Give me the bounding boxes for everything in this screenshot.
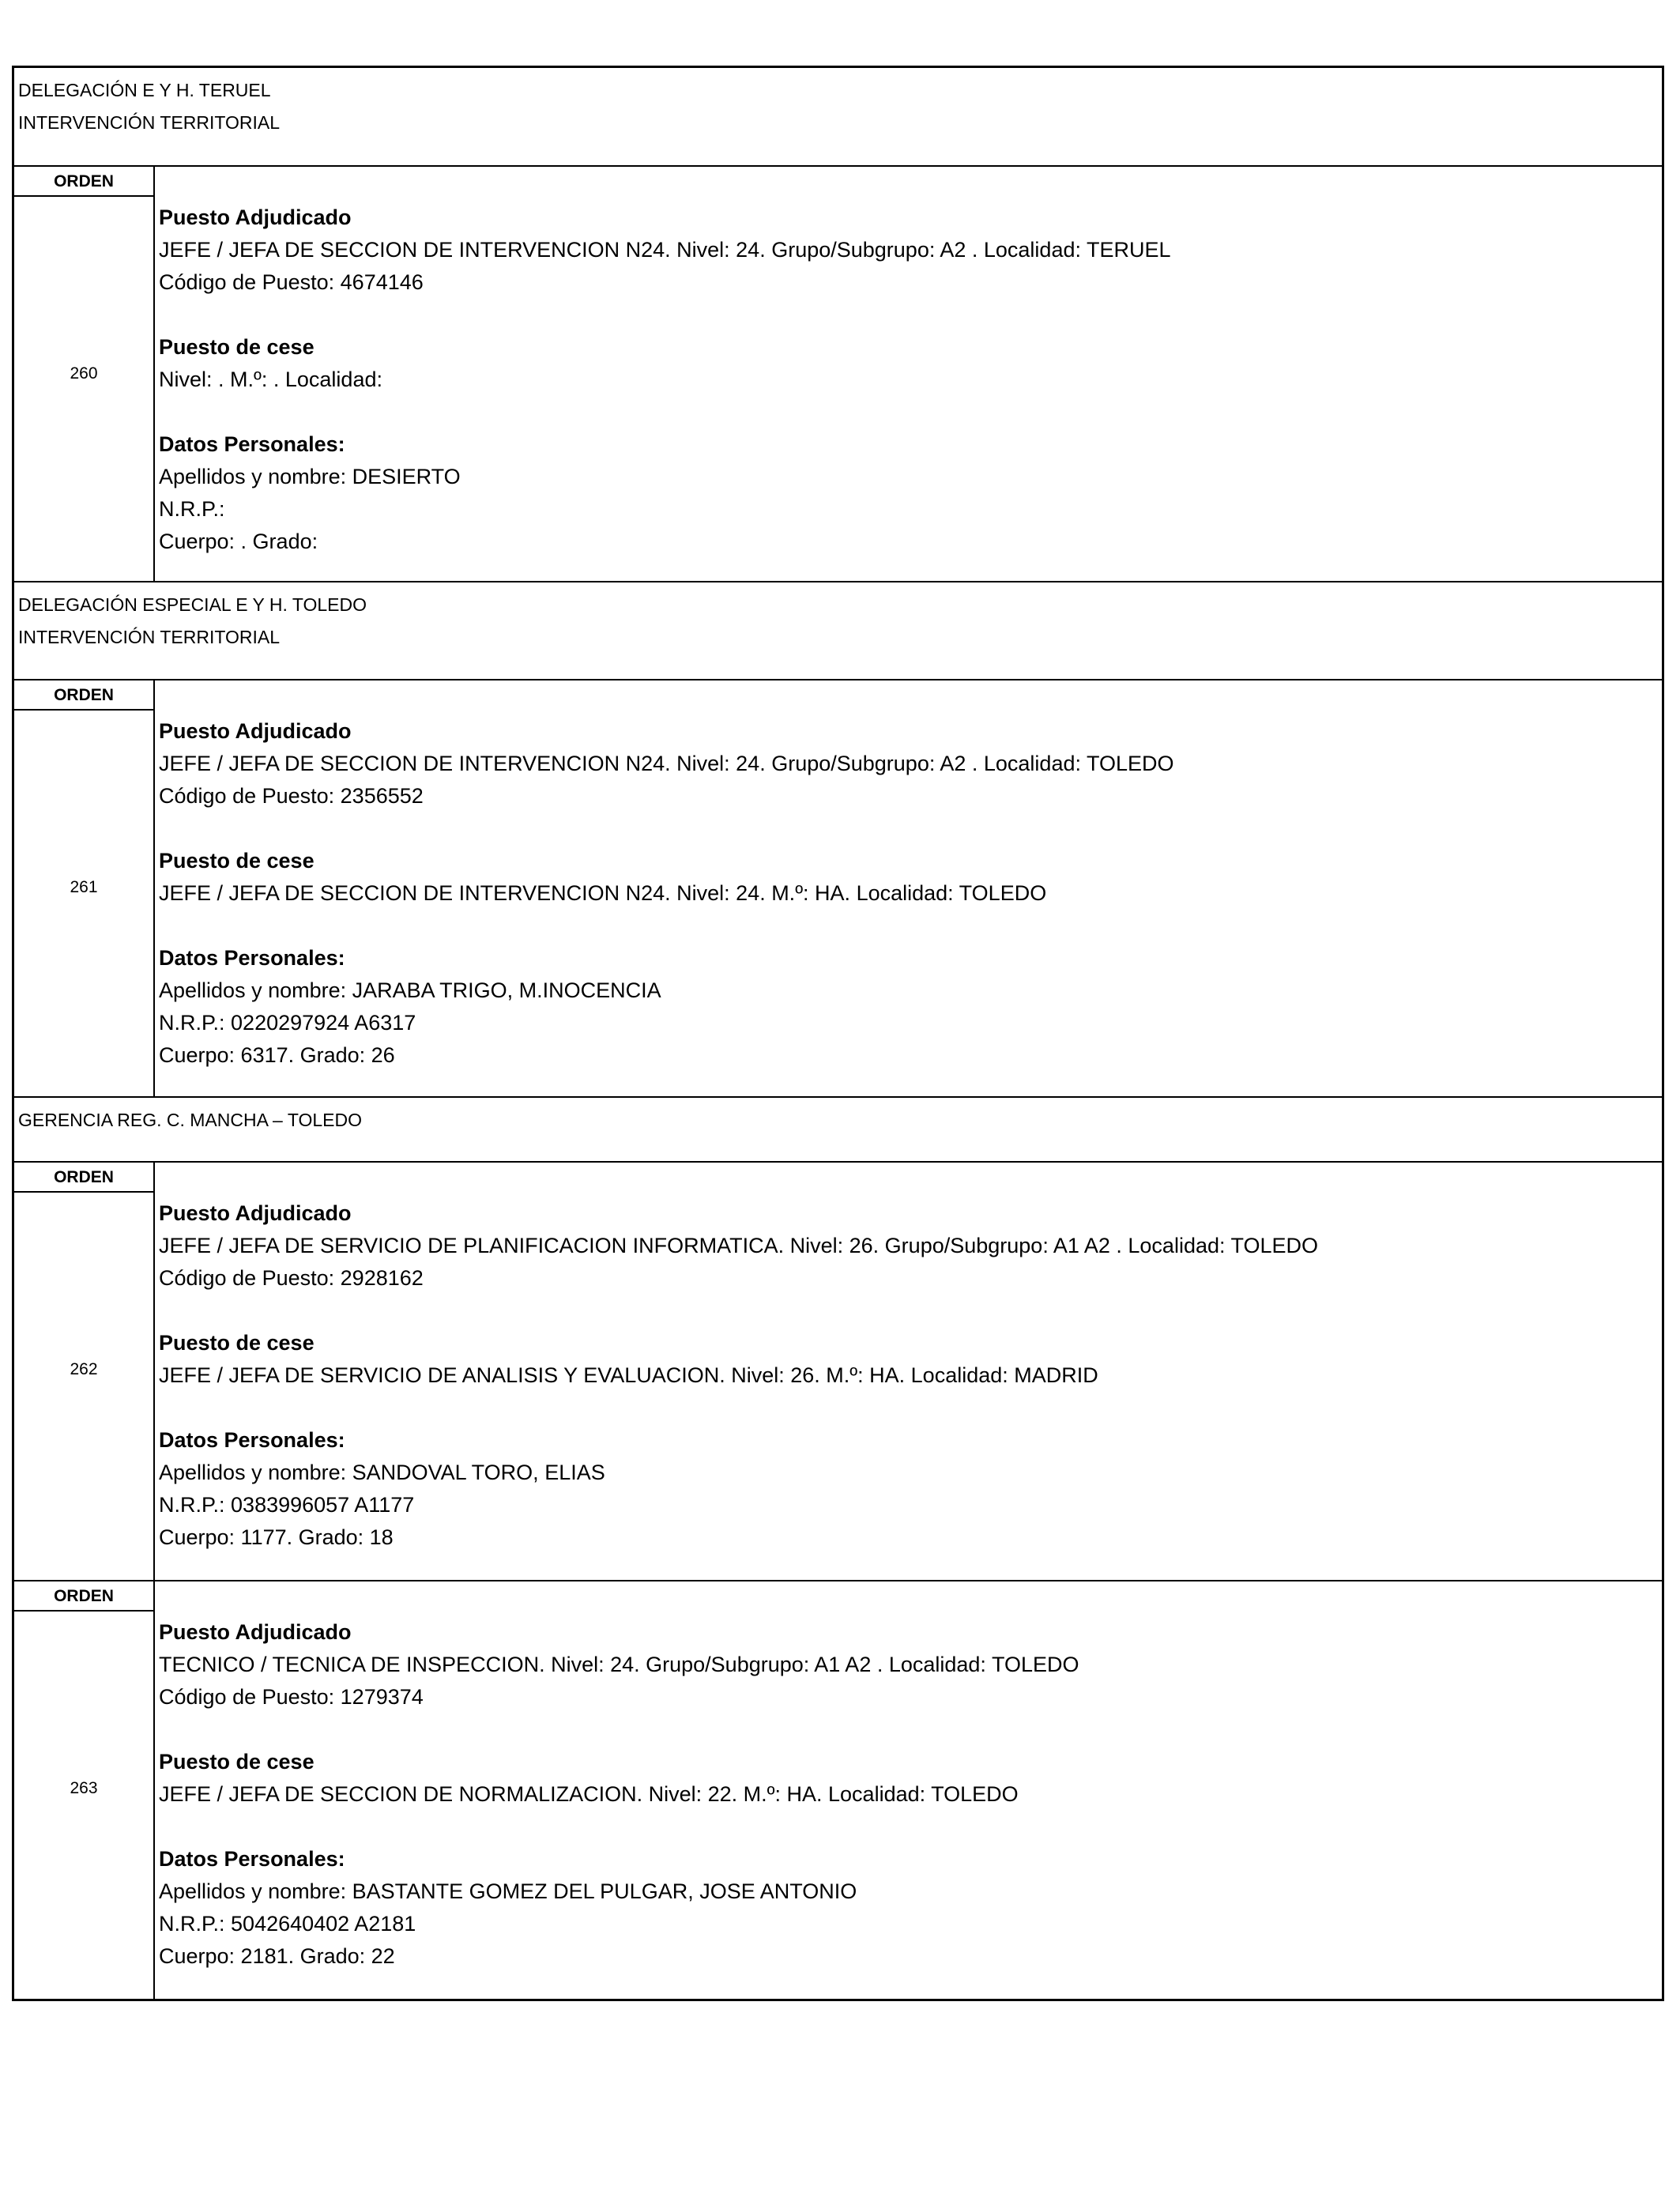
personales-line: Apellidos y nombre: SANDOVAL TORO, ELIAS [159,1461,605,1484]
puesto-cese-heading: Puesto de cese [159,335,315,359]
section-header-line: DELEGACIÓN ESPECIAL E Y H. TOLEDO [18,594,367,615]
orden-label: ORDEN [14,1581,153,1612]
section-toledo-delegacion [14,582,1662,1098]
cese-line: JEFE / JEFA DE SECCION DE INTERVENCION N24. Nivel: 24. M.º: HA. Localidad: TOLEDO [159,881,1047,905]
entry-content [159,1616,1654,1973]
entry-260 [14,165,1662,582]
adjudicado-line: JEFE / JEFA DE SECCION DE INTERVENCION N24. Nivel: 24. Grupo/Subgrupo: A2 . Localidad: TERUEL [159,238,1171,262]
datos-personales-heading: Datos Personales: [159,946,345,970]
orden-label: ORDEN [14,1163,153,1193]
section-header-line: GERENCIA REG. C. MANCHA – TOLEDO [18,1110,362,1130]
cese-line: JEFE / JEFA DE SECCION DE NORMALIZACION. Nivel: 22. M.º: HA. Localidad: TOLEDO [159,1782,1019,1806]
puesto-cese-heading: Puesto de cese [159,1331,315,1355]
adjudicado-line: JEFE / JEFA DE SERVICIO DE PLANIFICACION INFORMATICA. Nivel: 26. Grupo/Subgrupo: A1 A2 . Localidad: TOLEDO [159,1234,1319,1257]
personales-line: N.R.P.: 0383996057 A1177 [159,1493,415,1517]
puesto-cese-heading: Puesto de cese [159,849,315,873]
orden-number: 263 [70,1779,98,1797]
personales-line: Apellidos y nombre: BASTANTE GOMEZ DEL PULGAR, JOSE ANTONIO [159,1879,857,1903]
entry-263 [14,1580,1662,1999]
section-header [14,582,1662,654]
personales-line: N.R.P.: 5042640402 A2181 [159,1912,416,1936]
entry-261 [14,679,1662,1098]
puesto-adjudicado-heading: Puesto Adjudicado [159,719,352,743]
adjudicado-line: Código de Puesto: 2356552 [159,784,424,808]
orden-number: 261 [70,878,98,896]
adjudicado-line: TECNICO / TECNICA DE INSPECCION. Nivel: 24. Grupo/Subgrupo: A1 A2 . Localidad: TOLEDO [159,1653,1079,1676]
personales-line: N.R.P.: [159,497,225,521]
personales-line: Cuerpo: 2181. Grado: 22 [159,1944,395,1968]
personales-line: Apellidos y nombre: DESIERTO [159,465,461,488]
section-teruel [14,68,1662,582]
personales-line: N.R.P.: 0220297924 A6317 [159,1011,416,1035]
section-header [14,1098,1662,1137]
puesto-adjudicado-heading: Puesto Adjudicado [159,205,352,229]
entry-content [159,202,1654,558]
document-table [12,66,1664,2001]
section-gerencia-toledo [14,1098,1662,1999]
adjudicado-line: Código de Puesto: 4674146 [159,270,424,294]
puesto-adjudicado-heading: Puesto Adjudicado [159,1201,352,1225]
entry-content [159,715,1654,1072]
section-header-line: INTERVENCIÓN TERRITORIAL [18,627,281,647]
orden-column [14,1581,155,1999]
puesto-cese-heading: Puesto de cese [159,1750,315,1774]
section-header [14,68,1662,139]
cese-line: Nivel: . M.º: . Localidad: [159,368,382,391]
orden-label: ORDEN [14,680,153,711]
entry-content [159,1197,1654,1554]
orden-label: ORDEN [14,167,153,197]
personales-line: Apellidos y nombre: JARABA TRIGO, M.INOCENCIA [159,978,661,1002]
orden-column [14,680,155,1098]
section-header-line: INTERVENCIÓN TERRITORIAL [18,112,281,133]
adjudicado-line: Código de Puesto: 2928162 [159,1266,424,1290]
adjudicado-line: Código de Puesto: 1279374 [159,1685,424,1709]
datos-personales-heading: Datos Personales: [159,1428,345,1452]
entry-262 [14,1161,1662,1580]
cese-line: JEFE / JEFA DE SERVICIO DE ANALISIS Y EVALUACION. Nivel: 26. M.º: HA. Localidad: MADRID [159,1363,1098,1387]
section-header-line: DELEGACIÓN E Y H. TERUEL [18,80,271,100]
personales-line: Cuerpo: 1177. Grado: 18 [159,1525,394,1549]
puesto-adjudicado-heading: Puesto Adjudicado [159,1620,352,1644]
adjudicado-line: JEFE / JEFA DE SECCION DE INTERVENCION N24. Nivel: 24. Grupo/Subgrupo: A2 . Localidad: TOLEDO [159,752,1174,775]
personales-line: Cuerpo: . Grado: [159,530,318,553]
orden-number: 262 [70,1360,98,1378]
orden-column [14,1163,155,1580]
personales-line: Cuerpo: 6317. Grado: 26 [159,1043,395,1067]
orden-number: 260 [70,364,98,383]
datos-personales-heading: Datos Personales: [159,1847,345,1871]
orden-column [14,167,155,582]
datos-personales-heading: Datos Personales: [159,432,345,456]
